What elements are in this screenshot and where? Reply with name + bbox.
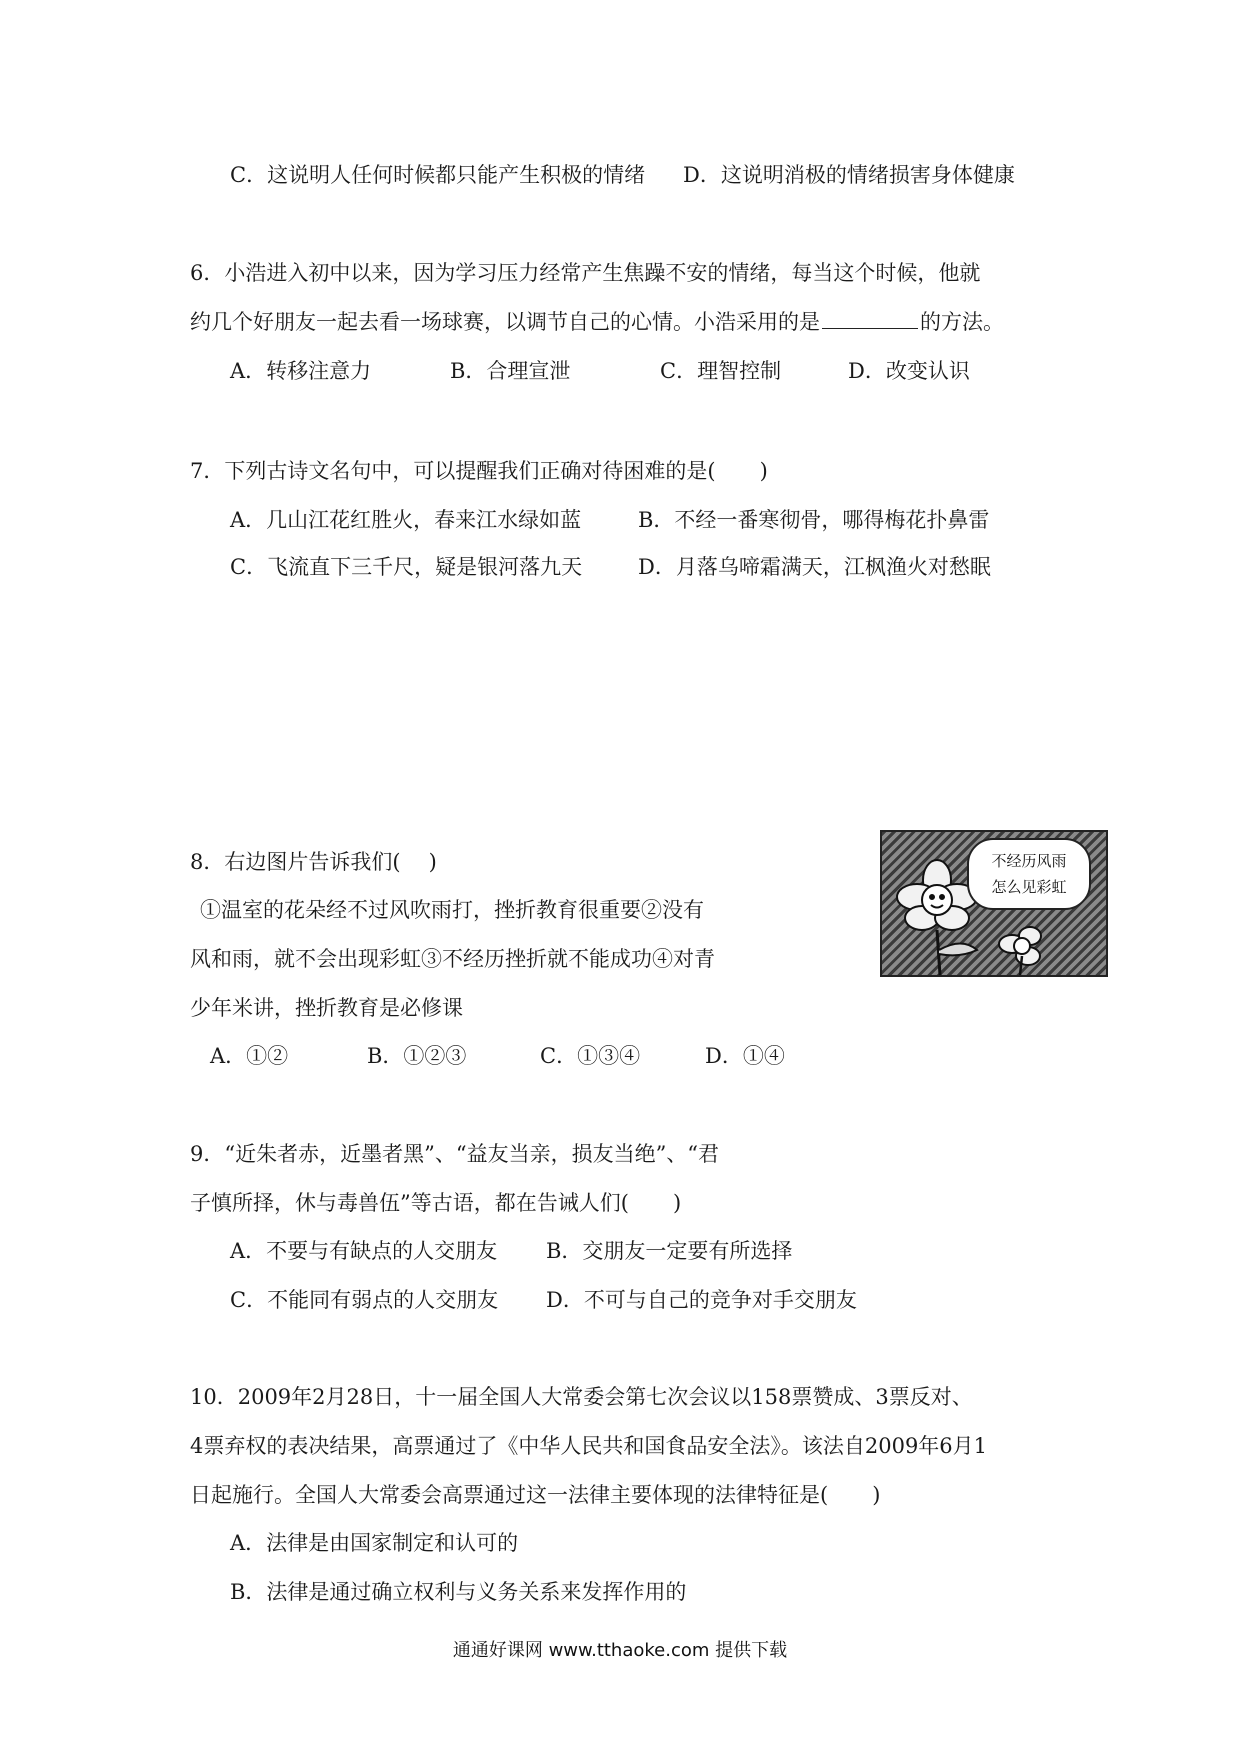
q6-option-a: A．转移注意力 <box>230 359 372 383</box>
q6-stem-line2-end: 的方法。 <box>920 310 1004 334</box>
q8-cartoon-image <box>880 830 1108 977</box>
speech-bubble-line2: 怎么见彩虹 <box>991 878 1067 896</box>
q7-option-d: D．月落乌啼霜满天，江枫渔火对愁眠 <box>638 555 991 579</box>
q5-option-d: D．这说明消极的情绪损害身体健康 <box>683 163 1015 187</box>
q6-stem-line1: 6．小浩进入初中以来，因为学习压力经常产生焦躁不安的情绪，每当这个时候，他就 <box>190 261 981 285</box>
q8-stem <box>190 847 437 877</box>
q10-stem-line3-text: 日起施行。全国人大常委会高票通过这一法律主要体现的法律特征是( <box>190 1483 829 1507</box>
q8-stem-close: ) <box>428 850 437 874</box>
q9-stem-close: ) <box>672 1191 682 1215</box>
q10-stem-line2: 4票弃权的表决结果，高票通过了《中华人民共和国食品安全法》。该法自2009年6月1 <box>190 1434 988 1458</box>
q6-option-c: C．理智控制 <box>660 359 782 383</box>
q8-stem-text: 8．右边图片告诉我们( <box>190 850 401 874</box>
q8-option-a: A．①② <box>210 1044 289 1068</box>
q8-statement-line1: ①温室的花朵经不过风吹雨打，挫折教育很重要②没有 <box>200 898 704 922</box>
q9-option-d: D．不可与自己的竞争对手交朋友 <box>546 1288 857 1312</box>
q9-stem-line1: 9．“近朱者赤，近墨者黑”、“益友当亲，损友当绝”、“君 <box>190 1142 720 1166</box>
q8-option-d: D．①④ <box>705 1044 785 1068</box>
q7-stem-close: ) <box>759 459 768 483</box>
q10-stem-line3 <box>190 1480 880 1510</box>
q9-option-c: C．不能同有弱点的人交朋友 <box>230 1288 499 1312</box>
q7-option-b: B．不经一番寒彻骨，哪得梅花扑鼻雷 <box>638 508 990 532</box>
q7-option-c: C．飞流直下三千尺，疑是银河落九天 <box>230 555 583 579</box>
q10-stem-close: ) <box>872 1483 881 1507</box>
q7-stem-text: 7．下列古诗文名句中，可以提醒我们正确对待困难的是( <box>190 459 716 483</box>
q9-stem-line2-text: 子慎所择，休与毒兽伍”等古语，都在告诫人们( <box>190 1191 629 1215</box>
q7-stem <box>190 456 768 486</box>
page-footer: 通通好课网 www.tthaoke.com 提供下载 <box>452 1640 788 1661</box>
q8-option-c: C．①③④ <box>540 1044 641 1068</box>
q8-statement-line2: 风和雨，就不会出现彩虹③不经历挫折就不能成功④对青 <box>190 947 715 971</box>
q10-option-b: B．法律是通过确立权利与义务关系来发挥作用的 <box>230 1580 687 1604</box>
q9-option-b: B．交朋友一定要有所选择 <box>546 1239 793 1263</box>
q6-option-b: B．合理宣泄 <box>450 359 571 383</box>
q8-option-b: B．①②③ <box>367 1044 467 1068</box>
q8-statement-line3: 少年米讲，挫折教育是必修课 <box>190 996 463 1020</box>
q6-stem-line2-text: 约几个好朋友一起去看一场球赛，以调节自己的心情。小浩采用的是 <box>190 310 820 334</box>
q6-stem-line2 <box>190 307 1004 337</box>
answer-blank <box>822 308 918 329</box>
speech-bubble <box>967 838 1091 910</box>
q9-stem-line2 <box>190 1188 681 1218</box>
q9-option-a: A．不要与有缺点的人交朋友 <box>230 1239 498 1263</box>
q7-option-a: A．几山江花红胜火，春来江水绿如蓝 <box>230 508 582 532</box>
q10-stem-line1: 10．2009年2月28日，十一届全国人大常委会第七次会议以158票赞成、3票反对、 <box>190 1385 973 1409</box>
q10-option-a: A．法律是由国家制定和认可的 <box>230 1531 519 1555</box>
q5-option-c: C．这说明人任何时候都只能产生积极的情绪 <box>230 163 646 187</box>
q6-option-d: D．改变认识 <box>848 359 970 383</box>
speech-bubble-line1: 不经历风雨 <box>991 852 1067 870</box>
